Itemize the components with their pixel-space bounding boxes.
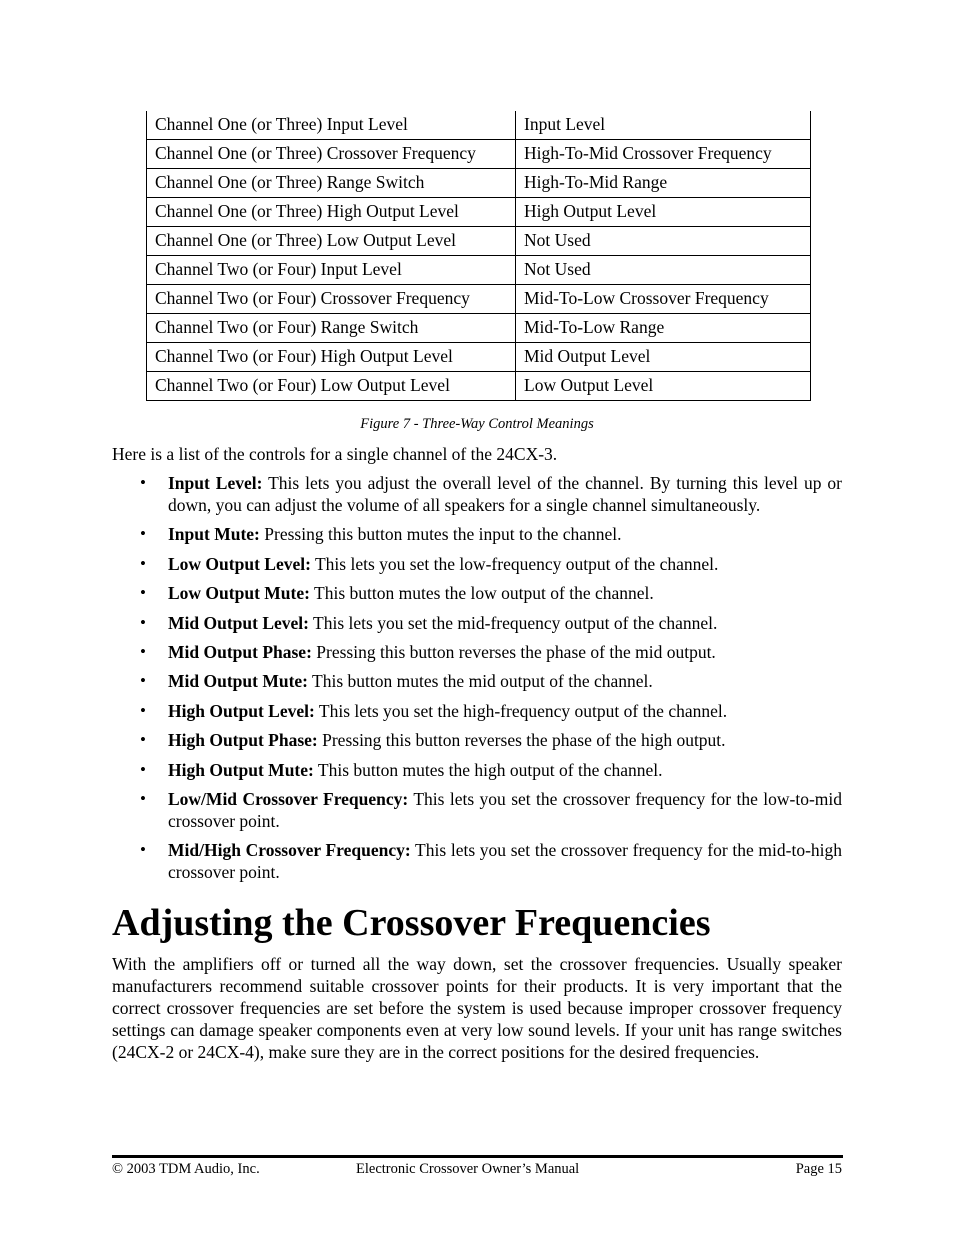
table-cell: Channel Two (or Four) Input Level	[147, 256, 516, 285]
bullet-icon: •	[140, 583, 146, 603]
table-row	[147, 227, 811, 256]
list-item-text: This lets you set the mid-frequency output of the channel.	[308, 612, 718, 633]
bullet-icon: •	[140, 524, 146, 544]
table-cell: High-To-Mid Range	[516, 169, 811, 198]
table-row	[147, 140, 811, 169]
intro-paragraph: Here is a list of the controls for a single channel of the 24CX-3.	[112, 444, 558, 464]
table-cell: Channel Two (or Four) Crossover Frequency	[147, 285, 516, 314]
list-item-text: This lets you adjust the overall level of the channel. By turning this level up or down, you can adjust the volume of all speakers for a single channel simultaneously.	[168, 473, 843, 515]
table-row	[147, 256, 811, 285]
table-cell: High-To-Mid Crossover Frequency	[516, 140, 811, 169]
list-item-term: High Output Mute:	[168, 759, 314, 780]
list-item	[112, 553, 842, 575]
bullet-icon: •	[140, 759, 146, 779]
list-item	[112, 582, 842, 604]
list-item	[112, 472, 842, 516]
list-item-text: This lets you set the low-frequency output of the channel.	[310, 553, 719, 574]
table-cell: Not Used	[516, 227, 811, 256]
footer-rule	[112, 1155, 843, 1158]
table-cell: High Output Level	[516, 198, 811, 227]
list-item-term: Input Mute:	[168, 524, 260, 545]
list-item-term: High Output Level:	[168, 700, 315, 721]
table-cell: Channel Two (or Four) Low Output Level	[147, 372, 516, 401]
table-cell: Not Used	[516, 256, 811, 285]
table-cell: Input Level	[516, 111, 811, 140]
table-row	[147, 198, 811, 227]
list-item-text: Pressing this button mutes the input to the channel.	[259, 524, 622, 545]
figure-caption: Figure 7 - Three-Way Control Meanings	[360, 416, 594, 432]
table-cell: Channel One (or Three) Crossover Frequency	[147, 140, 516, 169]
footer-title: Electronic Crossover Owner’s Manual	[356, 1161, 580, 1177]
list-item-text: This button mutes the low output of the channel.	[309, 583, 654, 604]
bullet-icon: •	[140, 671, 146, 691]
list-item-term: Low/Mid Crossover Frequency:	[168, 788, 409, 809]
bullet-icon: •	[140, 840, 146, 860]
table-row	[147, 111, 811, 140]
list-item	[112, 523, 842, 545]
control-meanings-table	[146, 111, 811, 401]
table-cell: Channel One (or Three) Low Output Level	[147, 227, 516, 256]
list-item-term: Low Output Mute:	[168, 583, 310, 604]
bullet-icon: •	[140, 612, 146, 632]
table-row	[147, 372, 811, 401]
list-item-text: This lets you set the high-frequency output of the channel.	[314, 700, 728, 721]
table-cell: Low Output Level	[516, 372, 811, 401]
list-item-term: Mid Output Level:	[168, 612, 309, 633]
list-item	[112, 839, 842, 883]
list-item	[112, 641, 842, 663]
table-cell: Channel One (or Three) Range Switch	[147, 169, 516, 198]
table-cell: Channel Two (or Four) High Output Level	[147, 343, 516, 372]
bullet-icon: •	[140, 473, 146, 492]
list-item-term: Input Level:	[168, 473, 263, 493]
section-heading: Adjusting the Crossover Frequencies	[112, 902, 711, 944]
table-row	[147, 343, 811, 372]
controls-list	[112, 472, 842, 891]
table-cell: Channel Two (or Four) Range Switch	[147, 314, 516, 343]
table-cell: Mid-To-Low Range	[516, 314, 811, 343]
bullet-icon: •	[140, 788, 146, 808]
bullet-icon: •	[140, 641, 146, 661]
section-body: With the amplifiers off or turned all the way down, set the crossover frequencies. Usually speaker manufacturers recommend suitable crossover points for their products. It is very important that the correct crossover frequencies are set before the system is used because improper crossover frequency settings can damage speaker components even at very low sound levels. If your unit has range switches (24CX-2 or 24CX-4), make sure they are in the correct positions for the desired frequencies.	[112, 954, 842, 1062]
table-row	[147, 314, 811, 343]
list-item-term: Mid Output Mute:	[168, 671, 308, 692]
list-item-text: This button mutes the high output of the channel.	[313, 759, 663, 780]
list-item-text: Pressing this button reverses the phase of the high output.	[317, 730, 726, 751]
list-item-term: Mid/High Crossover Frequency:	[168, 840, 411, 861]
list-item-text: Pressing this button reverses the phase of the mid output.	[311, 641, 716, 662]
list-item-term: Low Output Level:	[168, 553, 311, 574]
list-item-text: This lets you set the crossover frequency for the low-to-mid crossover point.	[168, 788, 842, 831]
bullet-icon: •	[140, 700, 146, 720]
table-row	[147, 169, 811, 198]
table-cell: Mid-To-Low Crossover Frequency	[516, 285, 811, 314]
bullet-icon: •	[140, 730, 146, 750]
list-item-text: This button mutes the mid output of the channel.	[308, 671, 653, 692]
table-cell: Mid Output Level	[516, 343, 811, 372]
list-item	[112, 612, 842, 634]
list-item	[112, 788, 842, 832]
list-item	[112, 670, 842, 692]
list-item-term: High Output Phase:	[168, 730, 318, 751]
list-item-text: This lets you set the crossover frequency for the mid-to-high crossover point.	[168, 840, 843, 883]
table-row	[147, 285, 811, 314]
footer-copyright: © 2003 TDM Audio, Inc.	[112, 1161, 260, 1177]
list-item	[112, 759, 842, 781]
table-cell: Channel One (or Three) High Output Level	[147, 198, 516, 227]
list-item-term: Mid Output Phase:	[168, 641, 312, 662]
table-cell: Channel One (or Three) Input Level	[147, 111, 516, 140]
footer-page-number: Page 15	[795, 1161, 842, 1177]
bullet-icon: •	[140, 553, 146, 573]
list-item	[112, 700, 842, 722]
list-item	[112, 729, 842, 751]
